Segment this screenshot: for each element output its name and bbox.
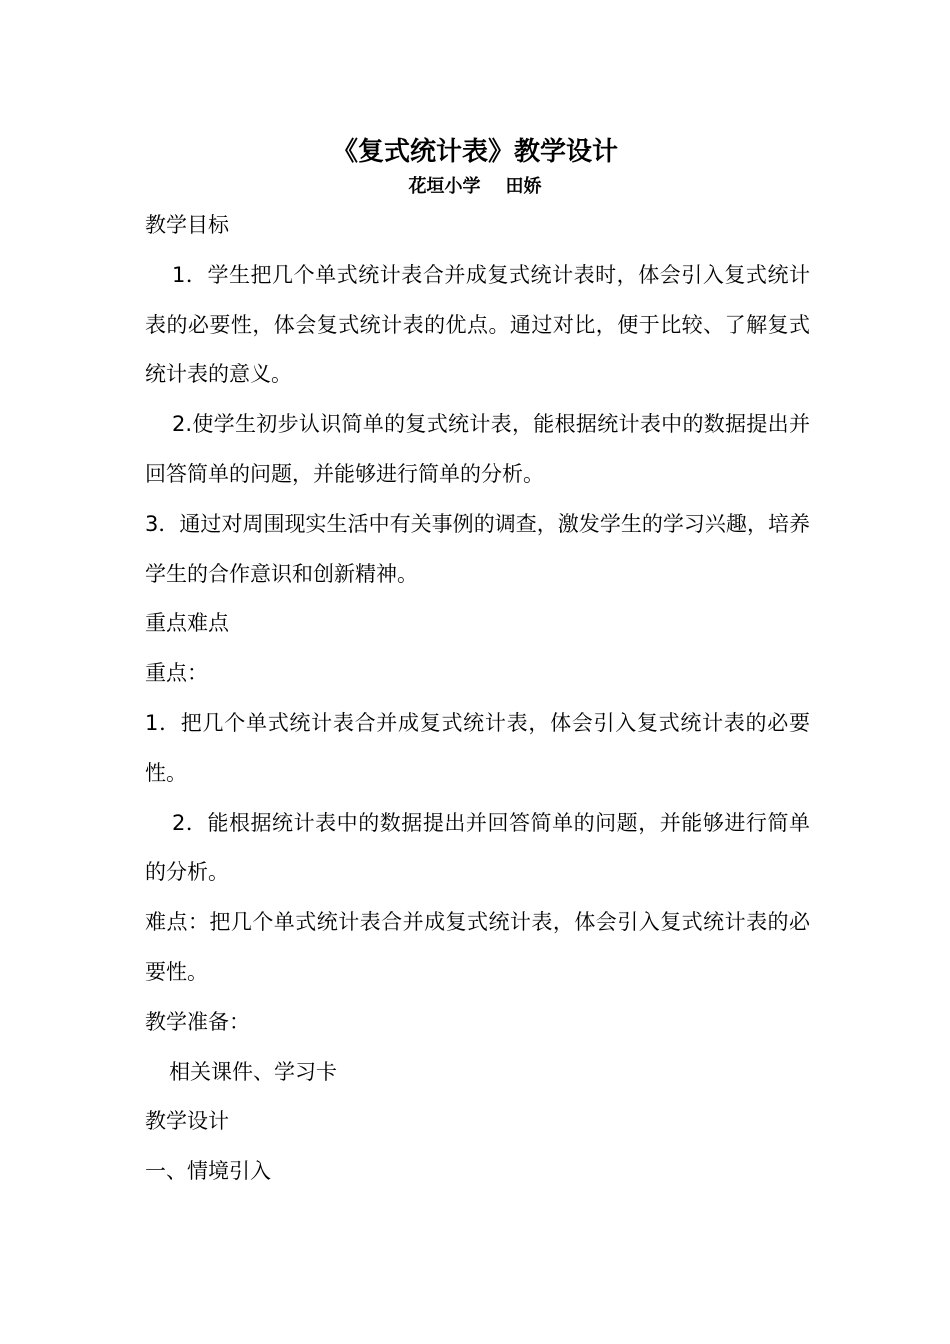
section-heading-preparation: 教学准备： bbox=[145, 1009, 250, 1034]
section-heading-intro: 一、情境引入 bbox=[145, 1159, 271, 1184]
document-body bbox=[145, 201, 810, 1197]
objective-3: 3．通过对周围现实生活中有关事例的调查，激发学生的学习兴趣，培养学生的合作意识和创新精神。 bbox=[145, 511, 810, 586]
key-points-label: 重点： bbox=[145, 661, 208, 686]
preparation-materials: 相关课件、学习卡 bbox=[169, 1059, 337, 1084]
key-point-2: 2．能根据统计表中的数据提出并回答简单的问题，并能够进行简单的分析。 bbox=[145, 810, 810, 885]
objective-1: 1．学生把几个单式统计表合并成复式统计表时，体会引入复式统计表的必要性，体会复式统计表的优点。通过对比，便于比较、了解复式统计表的意义。 bbox=[145, 262, 810, 387]
document-title: 《复式统计表》教学设计 bbox=[331, 137, 618, 167]
section-heading-design: 教学设计 bbox=[145, 1109, 229, 1134]
objective-2: 2.使学生初步认识简单的复式统计表，能根据统计表中的数据提出并回答简单的问题，并能够进行简单的分析。 bbox=[145, 412, 810, 486]
document-author: 花垣小学 田娇 bbox=[408, 176, 542, 197]
key-point-1: 1．把几个单式统计表合并成复式统计表，体会引入复式统计表的必要性。 bbox=[145, 710, 810, 785]
section-heading-objectives: 教学目标 bbox=[145, 213, 229, 237]
section-heading-key-points: 重点难点 bbox=[145, 611, 229, 636]
difficulty: 难点：把几个单式统计表合并成复式统计表，体会引入复式统计表的必要性。 bbox=[145, 910, 810, 984]
